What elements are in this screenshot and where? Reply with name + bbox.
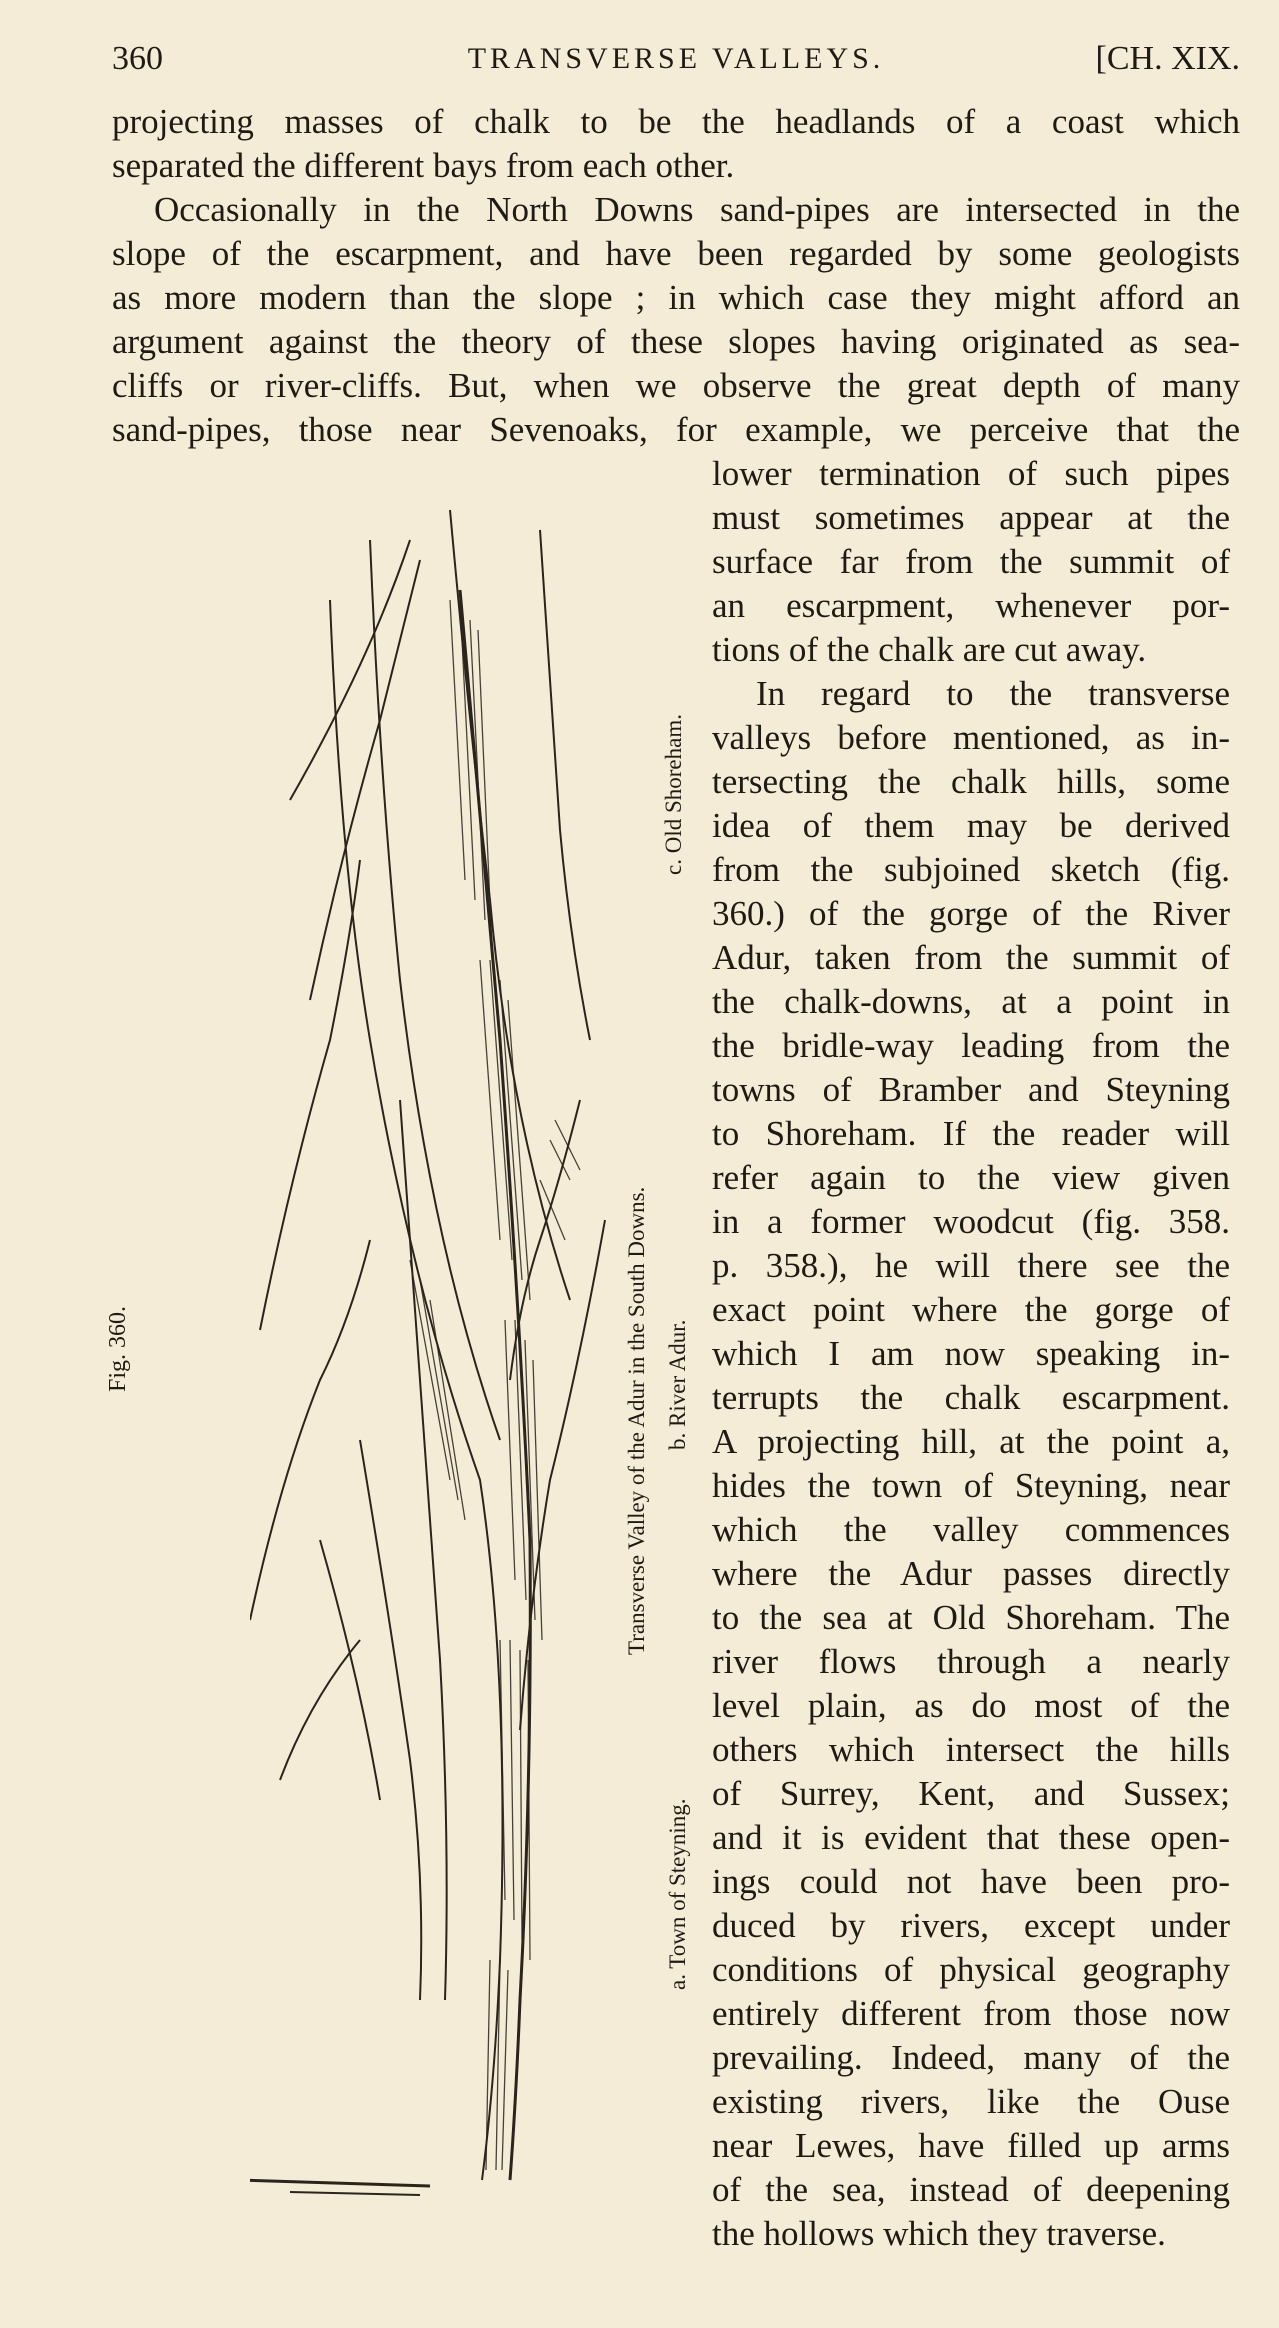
- column-line: surface far from the summit of: [712, 542, 1230, 581]
- text-line: Occasionally in the North Downs sand-pipes are intersected in the: [154, 190, 1240, 229]
- column-line: to Shoreham. If the reader will: [712, 1114, 1230, 1153]
- column-line: and it is evident that these open-: [712, 1818, 1230, 1857]
- caption-key-a: a. Town of Steyning.: [665, 1798, 690, 1990]
- text-line: cliffs or river-cliffs. But, when we observe the great depth of many: [112, 366, 1240, 405]
- column-line: ings could not have been pro-: [712, 1862, 1230, 1901]
- text-line: argument against the theory of these slopes having originated as sea-: [112, 322, 1240, 361]
- text-line: slope of the escarpment, and have been regarded by some geologists: [112, 234, 1240, 273]
- chapter-marker: [CH. XIX.: [1095, 40, 1240, 77]
- column-line: idea of them may be derived: [712, 806, 1230, 845]
- column-line: prevailing. Indeed, many of the: [712, 2038, 1230, 2077]
- column-line: to the sea at Old Shoreham. The: [712, 1598, 1230, 1637]
- column-line: valleys before mentioned, as in-: [712, 718, 1230, 757]
- column-line: near Lewes, have filled up arms: [712, 2126, 1230, 2165]
- column-line: the hollows which they traverse.: [712, 2214, 1166, 2253]
- column-line: which the valley commences: [712, 1510, 1230, 1549]
- column-line: of Surrey, Kent, and Sussex;: [712, 1774, 1230, 1813]
- column-line: conditions of physical geography: [712, 1950, 1230, 1989]
- column-line: where the Adur passes directly: [712, 1554, 1230, 1593]
- column-line: towns of Bramber and Steyning: [712, 1070, 1230, 1109]
- page-number: 360: [112, 40, 163, 77]
- column-line: lower termination of such pipes: [712, 454, 1230, 493]
- column-line: exact point where the gorge of: [712, 1290, 1230, 1329]
- column-line: entirely different from those now: [712, 1994, 1230, 2033]
- column-line: hides the town of Steyning, near: [712, 1466, 1230, 1505]
- caption-key-c: c. Old Shoreham.: [661, 714, 686, 875]
- column-line: must sometimes appear at the: [712, 498, 1230, 537]
- column-line: which I am now speaking in-: [712, 1334, 1230, 1373]
- text-line: sand-pipes, those near Sevenoaks, for example, we perceive that the: [112, 410, 1240, 449]
- column-line: Adur, taken from the summit of: [712, 938, 1230, 977]
- column-line: from the subjoined sketch (fig.: [712, 850, 1230, 889]
- figure-caption: Transverse Valley of the Adur in the South Downs.: [624, 1186, 649, 1655]
- column-line: level plain, as do most of the: [712, 1686, 1230, 1725]
- column-line: p. 358.), he will there see the: [712, 1246, 1230, 1285]
- column-line: refer again to the view given: [712, 1158, 1230, 1197]
- column-line: terrupts the chalk escarpment.: [712, 1378, 1230, 1417]
- text-line: as more modern than the slope ; in which case they might afford an: [112, 278, 1240, 317]
- running-header: [112, 40, 1240, 90]
- column-line: in a former woodcut (fig. 358.: [712, 1202, 1230, 1241]
- column-line: 360.) of the gorge of the River: [712, 894, 1230, 933]
- figure-label: Fig. 360.: [105, 1305, 131, 1392]
- column-line: the chalk-downs, at a point in: [712, 982, 1230, 1021]
- caption-key-b: b. River Adur.: [665, 1319, 690, 1450]
- column-line: an escarpment, whenever por-: [712, 586, 1230, 625]
- text-line: projecting masses of chalk to be the headlands of a coast which: [112, 102, 1240, 141]
- running-title: TRANSVERSE VALLEYS.: [467, 42, 885, 75]
- column-line: the bridle-way leading from the: [712, 1026, 1230, 1065]
- column-line: duced by rivers, except under: [712, 1906, 1230, 1945]
- column-line: A projecting hill, at the point a,: [712, 1422, 1230, 1461]
- column-line: tersecting the chalk hills, some: [712, 762, 1230, 801]
- column-line: of the sea, instead of deepening: [712, 2170, 1230, 2209]
- text-line: separated the different bays from each other.: [112, 146, 735, 185]
- column-line: tions of the chalk are cut away.: [712, 630, 1147, 669]
- column-line: others which intersect the hills: [712, 1730, 1230, 1769]
- column-line: In regard to the transverse: [756, 674, 1230, 713]
- column-line: river flows through a nearly: [712, 1642, 1230, 1681]
- column-line: existing rivers, like the Ouse: [712, 2082, 1230, 2121]
